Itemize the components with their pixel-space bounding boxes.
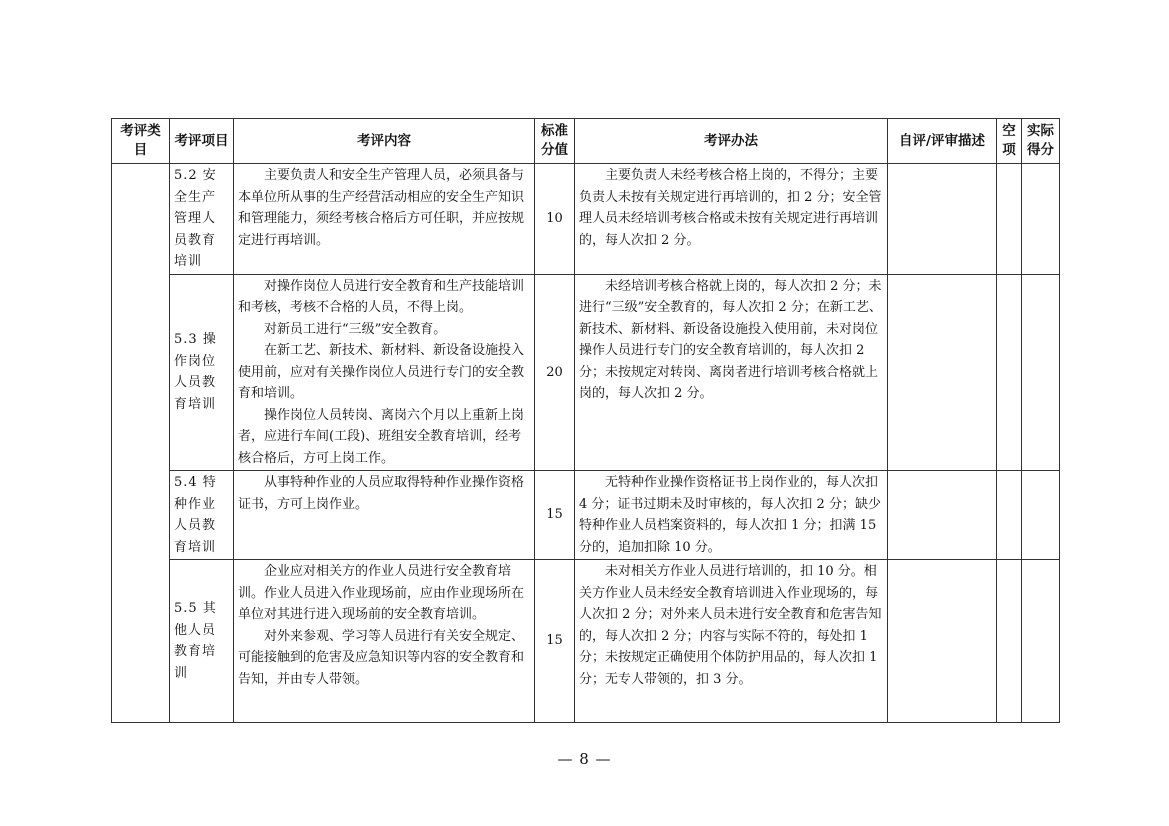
item-cell: 5.3 操作岗位人员教育培训 bbox=[170, 274, 234, 471]
content-paragraph: 对外来参观、学习等人员进行有关安全规定、可能接触到的危害及应急知识等内容的安全教育和告知，并由专人带领。 bbox=[238, 628, 525, 687]
content-paragraph: 从事特种作业的人员应取得特种作业操作资格证书，方可上岗作业。 bbox=[238, 475, 525, 512]
content-cell bbox=[234, 471, 535, 560]
score-cell: 15 bbox=[535, 560, 575, 723]
header-actual-score: 实际得分 bbox=[1022, 119, 1060, 164]
self-review-cell[interactable] bbox=[888, 560, 997, 723]
actual-score-cell[interactable] bbox=[1022, 560, 1060, 723]
table-body bbox=[112, 164, 1060, 723]
score-cell: 15 bbox=[535, 471, 575, 560]
score-cell: 20 bbox=[535, 274, 575, 471]
category-cell bbox=[112, 164, 170, 723]
content-paragraph: 操作岗位人员转岗、离岗六个月以上重新上岗者，应进行车间(工段)、班组安全教育培训，经考核合格后，方可上岗工作。 bbox=[238, 407, 525, 466]
header-method: 考评办法 bbox=[575, 119, 888, 164]
content-paragraph: 在新工艺、新技术、新材料、新设备设施投入使用前，应对有关操作岗位人员进行专门的安全教育和培训。 bbox=[238, 343, 525, 401]
blank-cell[interactable] bbox=[997, 471, 1022, 560]
content-paragraph: 对操作岗位人员进行安全教育和生产技能培训和考核，考核不合格的人员，不得上岗。 bbox=[238, 278, 525, 315]
header-self-review: 自评/评审描述 bbox=[888, 119, 997, 164]
actual-score-cell[interactable] bbox=[1022, 471, 1060, 560]
content-paragraph: 企业应对相关方的作业人员进行安全教育培训。作业人员进入作业现场前，应由作业现场所在单位对其进行进入现场前的安全教育培训。 bbox=[238, 564, 525, 622]
header-blank: 空项 bbox=[997, 119, 1022, 164]
method-paragraph: 无特种作业操作资格证书上岗作业的，每人次扣 4 分；证书过期未及时审核的，每人次扣 2 分；缺少特种作业人员档案资料的，每人次扣 1 分；扣满 15 分的，追加扣除 10 分。 bbox=[579, 475, 881, 555]
actual-score-cell[interactable] bbox=[1022, 274, 1060, 471]
item-cell: 5.4 特种作业人员教育培训 bbox=[170, 471, 234, 560]
method-cell bbox=[575, 560, 888, 723]
content-paragraph: 主要负责人和安全生产管理人员，必须具备与本单位所从事的生产经营活动相应的安全生产知识和管理能力，须经考核合格后方可任职，并应按规定进行再培训。 bbox=[238, 168, 525, 248]
header-category: 考评类目 bbox=[112, 119, 170, 164]
header-item: 考评项目 bbox=[170, 119, 234, 164]
blank-cell[interactable] bbox=[997, 560, 1022, 723]
self-review-cell[interactable] bbox=[888, 164, 997, 275]
header-content: 考评内容 bbox=[234, 119, 535, 164]
table-row bbox=[112, 560, 1060, 723]
header-score: 标准分值 bbox=[535, 119, 575, 164]
self-review-cell[interactable] bbox=[888, 274, 997, 471]
content-cell bbox=[234, 274, 535, 471]
method-cell bbox=[575, 274, 888, 471]
method-cell bbox=[575, 164, 888, 275]
table-row bbox=[112, 471, 1060, 560]
score-cell: 10 bbox=[535, 164, 575, 275]
content-cell bbox=[234, 164, 535, 275]
method-cell bbox=[575, 471, 888, 560]
method-paragraph: 未经培训考核合格就上岗的，每人次扣 2 分；未进行“三级”安全教育的，每人次扣 2 分；在新工艺、新技术、新材料、新设备设施投入使用前，未对岗位操作人员进行专门的安全教育培训的，每人次扣 2 分；未按规定对转岗、离岗者进行培训考核合格就上岗的，每人次扣 2 分。 bbox=[579, 278, 882, 401]
blank-cell[interactable] bbox=[997, 274, 1022, 471]
self-review-cell[interactable] bbox=[888, 471, 997, 560]
item-cell: 5.5 其他人员教育培训 bbox=[170, 560, 234, 723]
table-row bbox=[112, 164, 1060, 275]
item-cell: 5.2 安全生产管理人员教育培训 bbox=[170, 164, 234, 275]
page-number: — 8 — bbox=[557, 750, 612, 768]
actual-score-cell[interactable] bbox=[1022, 164, 1060, 275]
evaluation-table bbox=[111, 118, 1060, 723]
table-row bbox=[112, 274, 1060, 471]
content-cell bbox=[234, 560, 535, 723]
table-header-row bbox=[112, 119, 1060, 164]
method-paragraph: 主要负责人未经考核合格上岗的，不得分；主要负责人未按有关规定进行再培训的，扣 2 分；安全管理人员未经培训考核合格或未按有关规定进行再培训的，每人次扣 2 分。 bbox=[579, 168, 882, 248]
method-paragraph: 未对相关方作业人员进行培训的，扣 10 分。相关方作业人员未经安全教育培训进入作业现场的，每人次扣 2 分；对外来人员未进行安全教育和危害告知的，每人次扣 2 分；内容与实际不符的，每处扣 1 分；未按规定正确使用个体防护用品的，每人次扣 1 分；无专人带领的，扣 3 分。 bbox=[579, 564, 882, 687]
content-paragraph: 对新员工进行“三级”安全教育。 bbox=[264, 321, 447, 337]
blank-cell[interactable] bbox=[997, 164, 1022, 275]
